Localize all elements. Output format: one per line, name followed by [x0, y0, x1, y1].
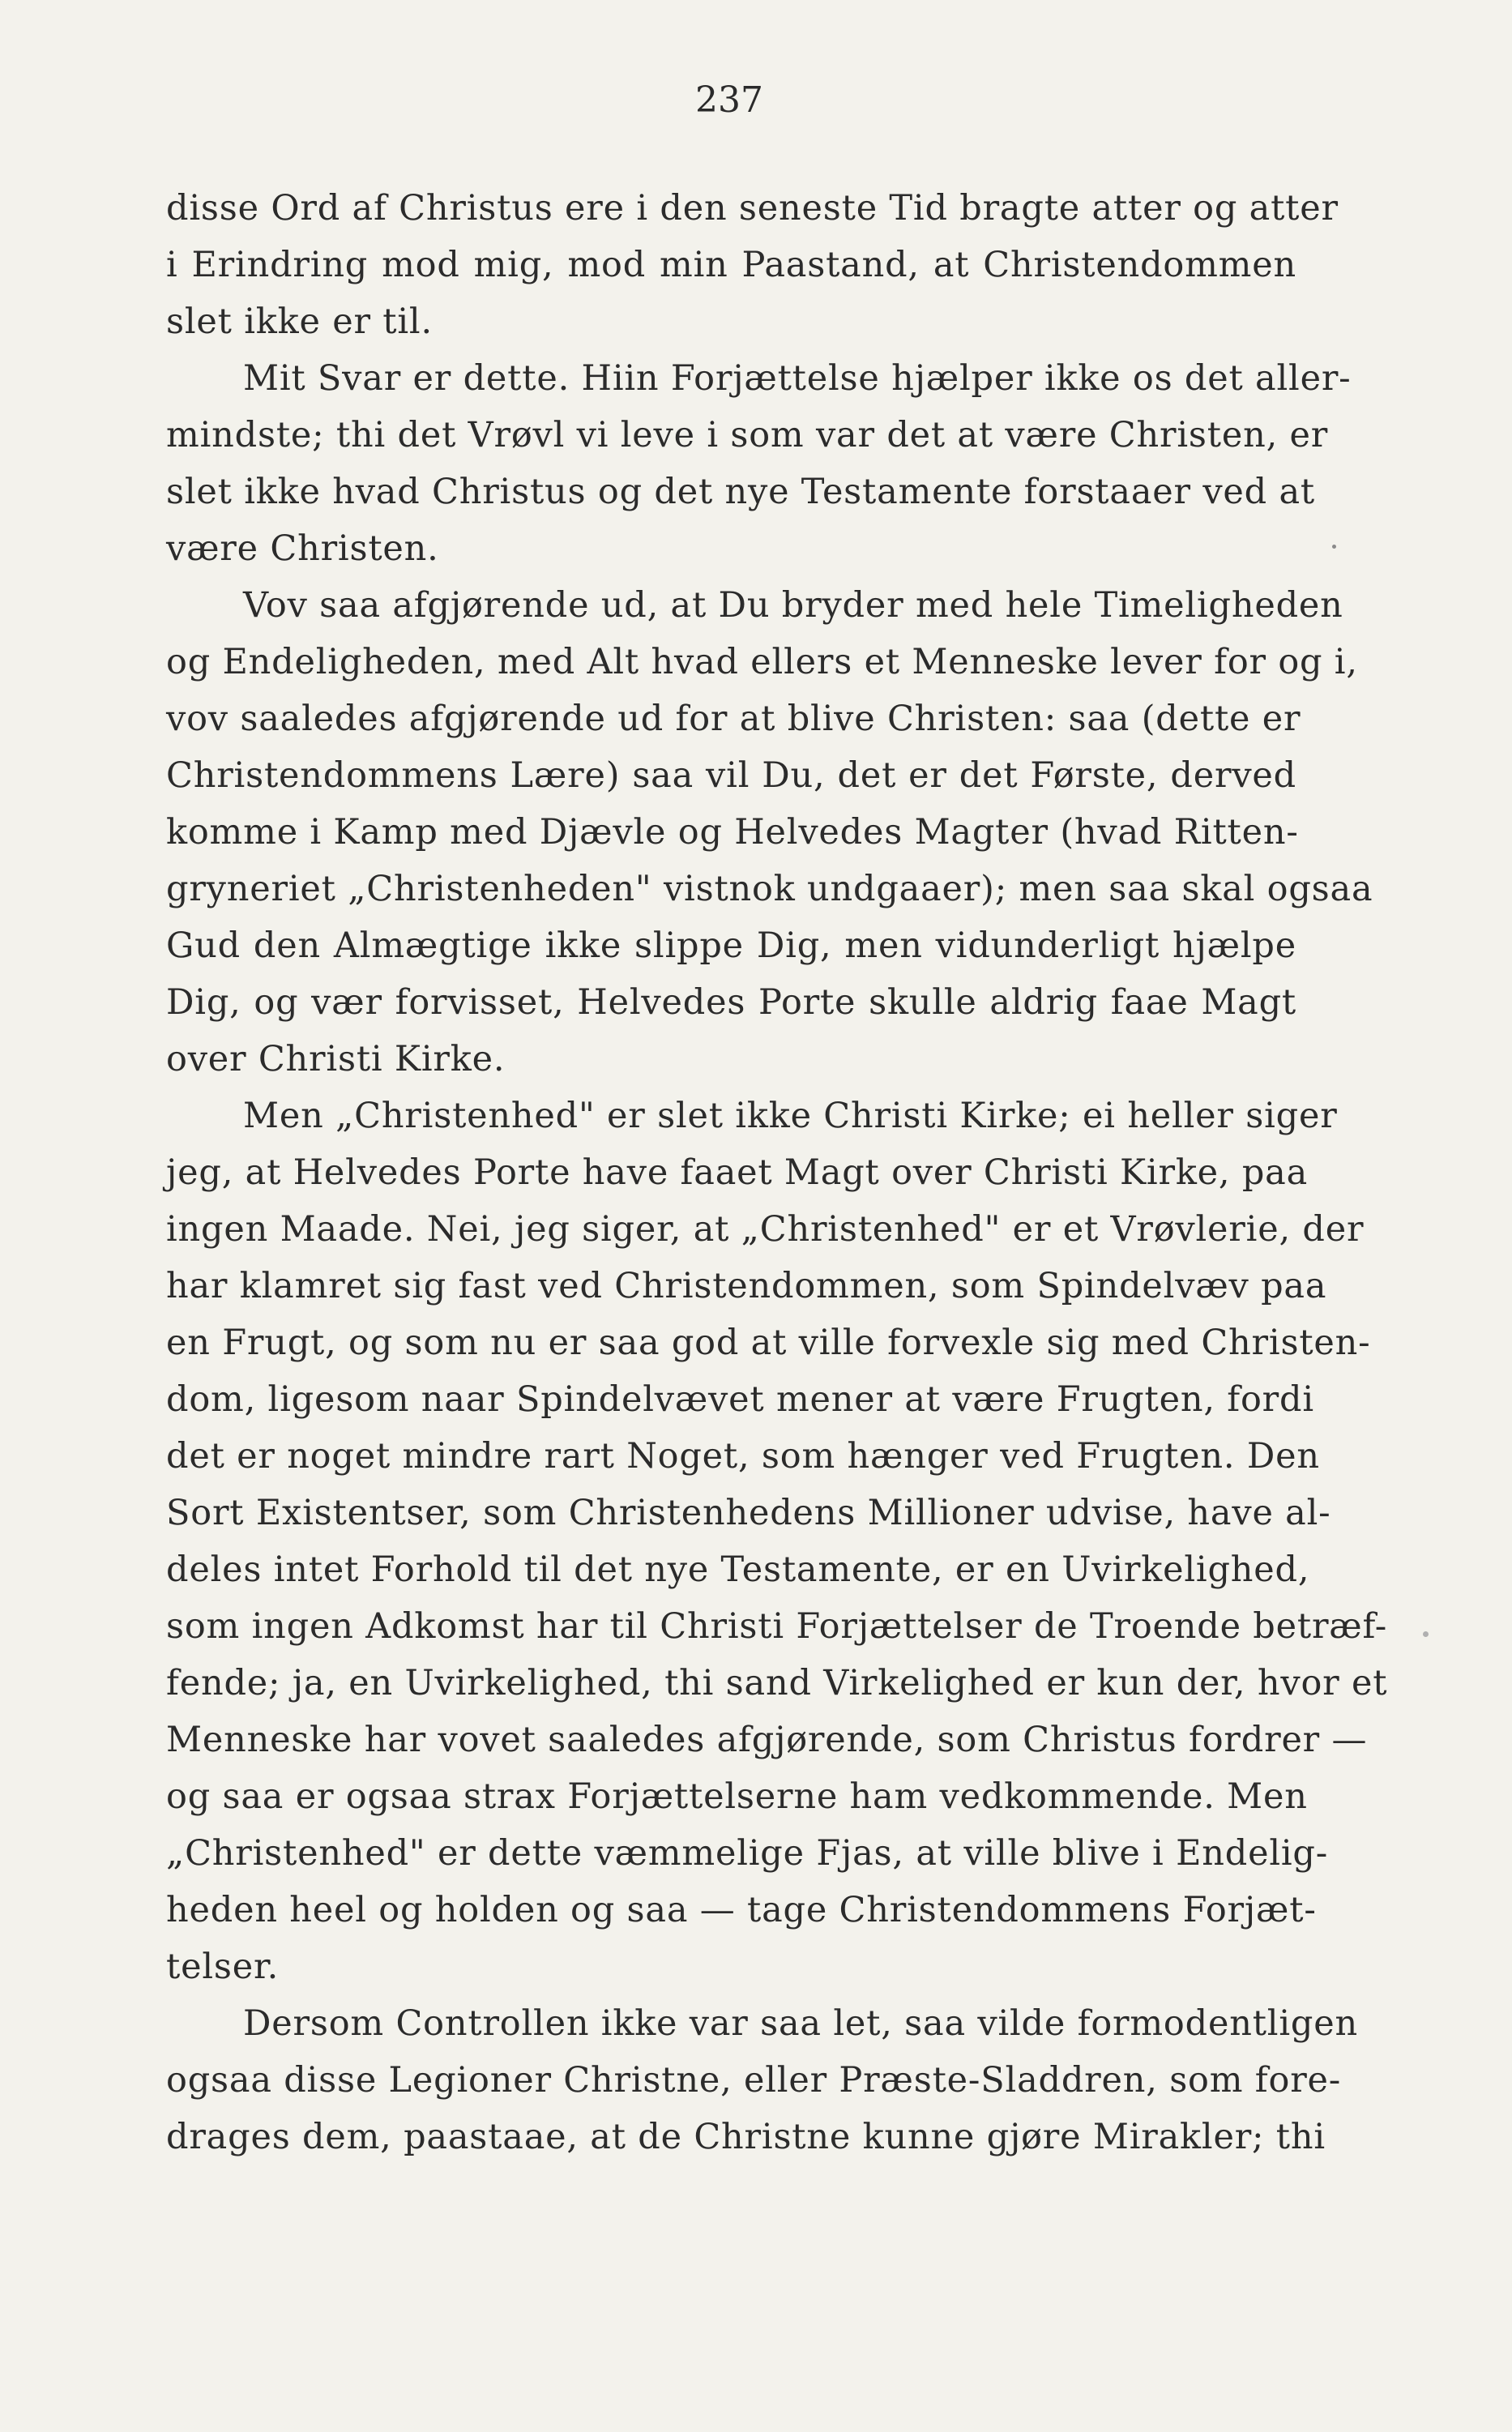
paragraph-start-line: Vov saa afgjørende ud, at Du bryder med hele Timeligheden: [243, 585, 1343, 626]
paragraph-start-line: Mit Svar er dette. Hiin Forjættelse hjælper ikke os det aller-: [243, 358, 1352, 399]
paragraph-start-line: Dersom Controllen ikke var saa let, saa vilde formodentligen: [243, 2003, 1358, 2044]
text-line: Menneske har vovet saaledes afgjørende, som Christus fordrer —: [166, 1720, 1368, 1760]
text-line: har klamret sig fast ved Christendommen, som Spindelvæv paa: [166, 1266, 1327, 1306]
text-line: ingen Maade. Nei, jeg siger, at „Christenhed" er et Vrøvlerie, der: [166, 1209, 1365, 1250]
text-line: som ingen Adkomst har til Christi Forjættelser de Troende betræf-: [166, 1606, 1388, 1647]
paper-speck: [1423, 1631, 1429, 1637]
text-line: og saa er ogsaa strax Forjættelserne ham vedkommende. Men: [166, 1776, 1308, 1817]
text-line: være Christen.: [166, 528, 439, 569]
text-line: slet ikke hvad Christus og det nye Testamente forstaaer ved at: [166, 472, 1315, 512]
text-line: dom, ligesom naar Spindelvævet mener at være Frugten, fordi: [166, 1379, 1314, 1420]
paper-speck: [1332, 545, 1336, 549]
text-line: drages dem, paastaae, at de Christne kunne gjøre Mirakler; thi: [166, 2117, 1326, 2157]
text-line: gryneriet „Christenheden" vistnok undgaaer); men saa skal ogsaa: [166, 869, 1373, 909]
text-line: ogsaa disse Legioner Christne, eller Præste-Sladdren, som fore-: [166, 2060, 1342, 2101]
text-line: Gud den Almægtige ikke slippe Dig, men vidunderligt hjælpe: [166, 925, 1296, 966]
text-line: over Christi Kirke.: [166, 1039, 506, 1079]
text-line: komme i Kamp med Djævle og Helvedes Magter (hvad Ritten-: [166, 812, 1299, 853]
text-line: telser.: [166, 1947, 280, 1987]
page-number: 237: [695, 79, 763, 121]
text-line: disse Ord af Christus ere i den seneste Tid bragte atter og atter: [166, 188, 1339, 229]
text-line: Christendommens Lære) saa vil Du, det er det Første, derved: [166, 755, 1296, 796]
text-line: jeg, at Helvedes Porte have faaet Magt over Christi Kirke, paa: [166, 1152, 1309, 1193]
text-line: i Erindring mod mig, mod min Paastand, at Christendommen: [166, 245, 1296, 285]
text-line: og Endeligheden, med Alt hvad ellers et Menneske lever for og i,: [166, 642, 1358, 682]
text-line: vov saaledes afgjørende ud for at blive Christen: saa (dette er: [166, 699, 1301, 739]
text-line: Dig, og vær forvisset, Helvedes Porte skulle aldrig faae Magt: [166, 982, 1296, 1023]
text-line: mindste; thi det Vrøvl vi leve i som var det at være Christen, er: [166, 415, 1329, 455]
text-line: en Frugt, og som nu er saa god at ville forvexle sig med Christen-: [166, 1323, 1371, 1363]
body-text: [166, 180, 1388, 2165]
paragraph-start-line: Men „Christenhed" er slet ikke Christi Kirke; ei heller siger: [243, 1096, 1338, 1136]
text-line: heden heel og holden og saa — tage Christendommens Forjæt-: [166, 1890, 1317, 1930]
text-line: „Christenhed" er dette væmmelige Fjas, at ville blive i Endelig-: [166, 1833, 1329, 1874]
text-line: Sort Existentser, som Christenhedens Millioner udvise, have al-: [166, 1493, 1331, 1533]
text-line: fende; ja, en Uvirkelighed, thi sand Virkelighed er kun der, hvor et: [166, 1663, 1388, 1703]
text-line: slet ikke er til.: [166, 301, 433, 342]
text-line: deles intet Forhold til det nye Testamente, er en Uvirkelighed,: [166, 1549, 1310, 1590]
text-line: det er noget mindre rart Noget, som hænger ved Frugten. Den: [166, 1436, 1320, 1477]
